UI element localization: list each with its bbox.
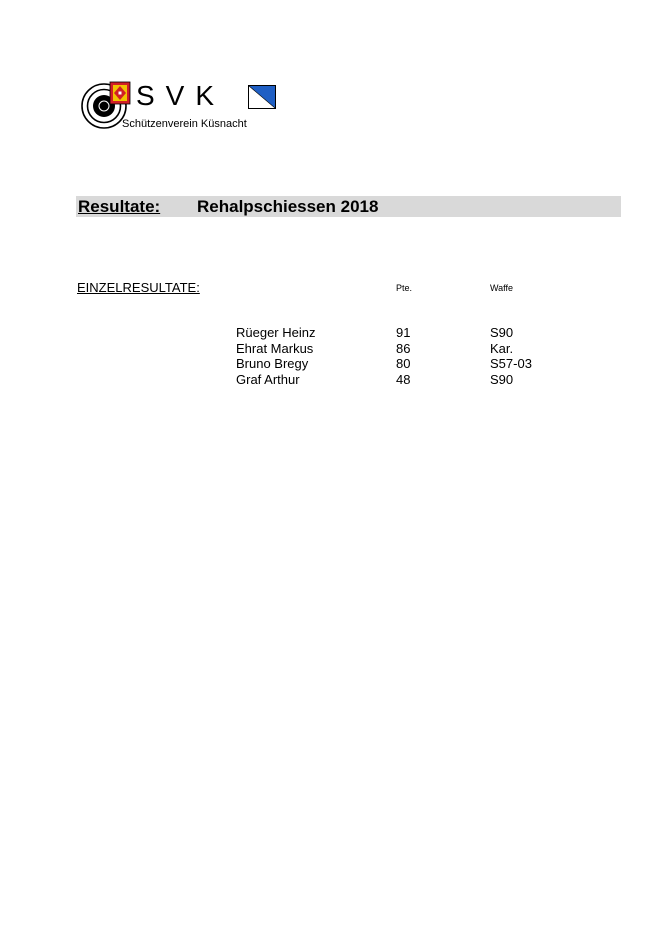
shooter-points: 48 xyxy=(396,371,411,387)
shooter-points: 91 xyxy=(396,325,411,340)
shooter-weapon: S90 xyxy=(490,371,514,387)
column-header-weapon: Waffe xyxy=(490,283,514,293)
shooter-weapon: Kar. xyxy=(490,340,514,356)
results-list xyxy=(0,325,664,387)
result-row xyxy=(0,341,664,357)
logo-letters: SVK xyxy=(136,80,226,111)
result-row xyxy=(0,325,664,341)
shooter-name: Rüeger Heinz xyxy=(236,325,316,340)
title-label: Resultate: xyxy=(78,197,161,216)
result-row xyxy=(0,372,664,388)
shooter-weapon: S90 xyxy=(490,325,514,340)
logo-subtitle: Schützenverein Küsnacht xyxy=(122,118,247,130)
shooter-name: Graf Arthur xyxy=(236,371,300,387)
shooter-points: 80 xyxy=(396,356,411,371)
event-title: Rehalpschiessen 2018 xyxy=(197,197,379,216)
shooter-points: 86 xyxy=(396,340,411,356)
section-heading: EINZELRESULTATE: xyxy=(77,280,200,295)
zurich-canton-flag-icon xyxy=(248,85,276,109)
result-row xyxy=(0,356,664,372)
shooter-name: Ehrat Markus xyxy=(236,340,314,356)
shooter-name: Bruno Bregy xyxy=(236,356,309,371)
column-header-points: Pte. xyxy=(396,283,413,293)
title-bar xyxy=(76,196,621,217)
shooter-weapon: S57-03 xyxy=(490,356,532,371)
